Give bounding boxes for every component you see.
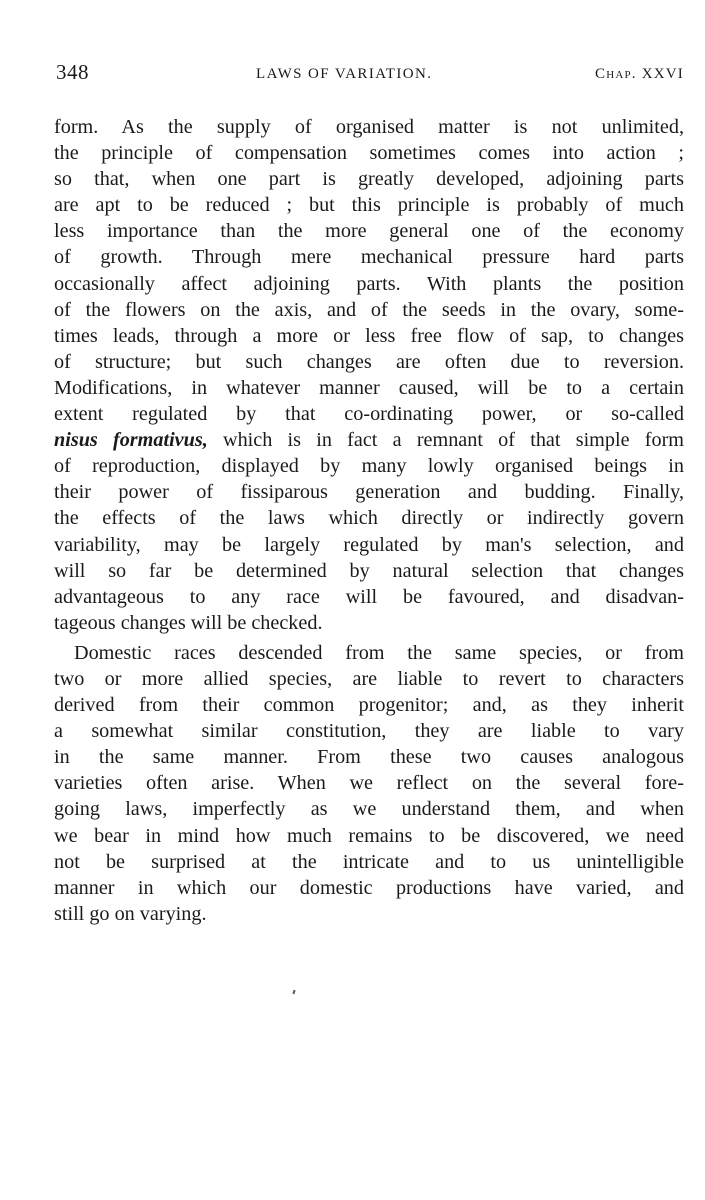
text-span: which is in fact a remnant of that simple form (207, 429, 684, 452)
text-line: the principle of compensation sometimes comes into action ; (54, 142, 684, 165)
text-line: advantageous to any race will be favoured, and disadvan- (54, 585, 684, 608)
text-line: times leads, through a more or less free flow of sap, to changes (54, 324, 684, 347)
text-line: still go on varying. (54, 902, 207, 925)
text-line: tageous changes will be checked. (54, 611, 323, 634)
text-line: variability, may be largely regulated by man's selection, and (54, 533, 684, 556)
text-line: less importance than the more general one of the economy (54, 220, 684, 243)
text-line: their power of fissiparous generation and budding. Finally, (54, 481, 684, 504)
text-line (54, 427, 684, 453)
text-line: so that, when one part is greatly developed, adjoining parts (54, 168, 684, 191)
latin-term: nisus formativus, (54, 429, 208, 452)
text-line: will so far be determined by natural selection that changes (54, 559, 684, 582)
chapter-label (595, 66, 684, 83)
paragraph-1 (54, 114, 684, 636)
text-line: manner in which our domestic productions have varied, and (54, 876, 684, 899)
text-line: Modifications, in whatever manner caused, will be to a certain (54, 376, 684, 399)
text-line: extent regulated by that co-ordinating power, or so-called (54, 403, 684, 426)
text-line: two or more allied species, are liable to revert to characters (54, 667, 684, 690)
running-title: LAWS OF VARIATION. (256, 66, 433, 82)
text-line: form. As the supply of organised matter is not unlimited, (54, 116, 684, 138)
text-line: varieties often arise. When we reflect on the several fore- (54, 772, 684, 795)
text-line: going laws, imperfectly as we understand them, and when (54, 798, 684, 821)
page-header (56, 60, 684, 90)
text-line: of the flowers on the axis, and of the seeds in the ovary, some- (54, 298, 684, 321)
chapter-prefix: Chap. (594, 66, 637, 82)
text-line: are apt to be reduced ; but this principle is probably of much (54, 194, 684, 217)
text-line: a somewhat similar constitution, they are liable to vary (54, 720, 684, 743)
text-line: Domestic races descended from the same species, or from (74, 641, 684, 664)
text-line: of reproduction, displayed by many lowly organised beings in (54, 455, 684, 478)
text-line: of growth. Through mere mechanical pressure hard parts (54, 246, 684, 269)
ink-speck (292, 990, 295, 994)
paragraph-2 (54, 640, 684, 927)
text-line: occasionally affect adjoining parts. With plants the position (54, 272, 684, 295)
text-line: we bear in mind how much remains to be discovered, we need (54, 824, 684, 847)
text-line: derived from their common progenitor; and, as they inherit (54, 694, 684, 717)
text-line: not be surprised at the intricate and to us unintelligible (54, 850, 684, 873)
chapter-number: XXVI (641, 66, 684, 82)
page-number: 348 (56, 60, 89, 84)
text-line: the effects of the laws which directly or indirectly govern (54, 507, 684, 530)
body-text (54, 114, 684, 927)
text-line: of structure; but such changes are often due to reversion. (54, 350, 684, 373)
text-line: in the same manner. From these two causes analogous (54, 746, 684, 769)
